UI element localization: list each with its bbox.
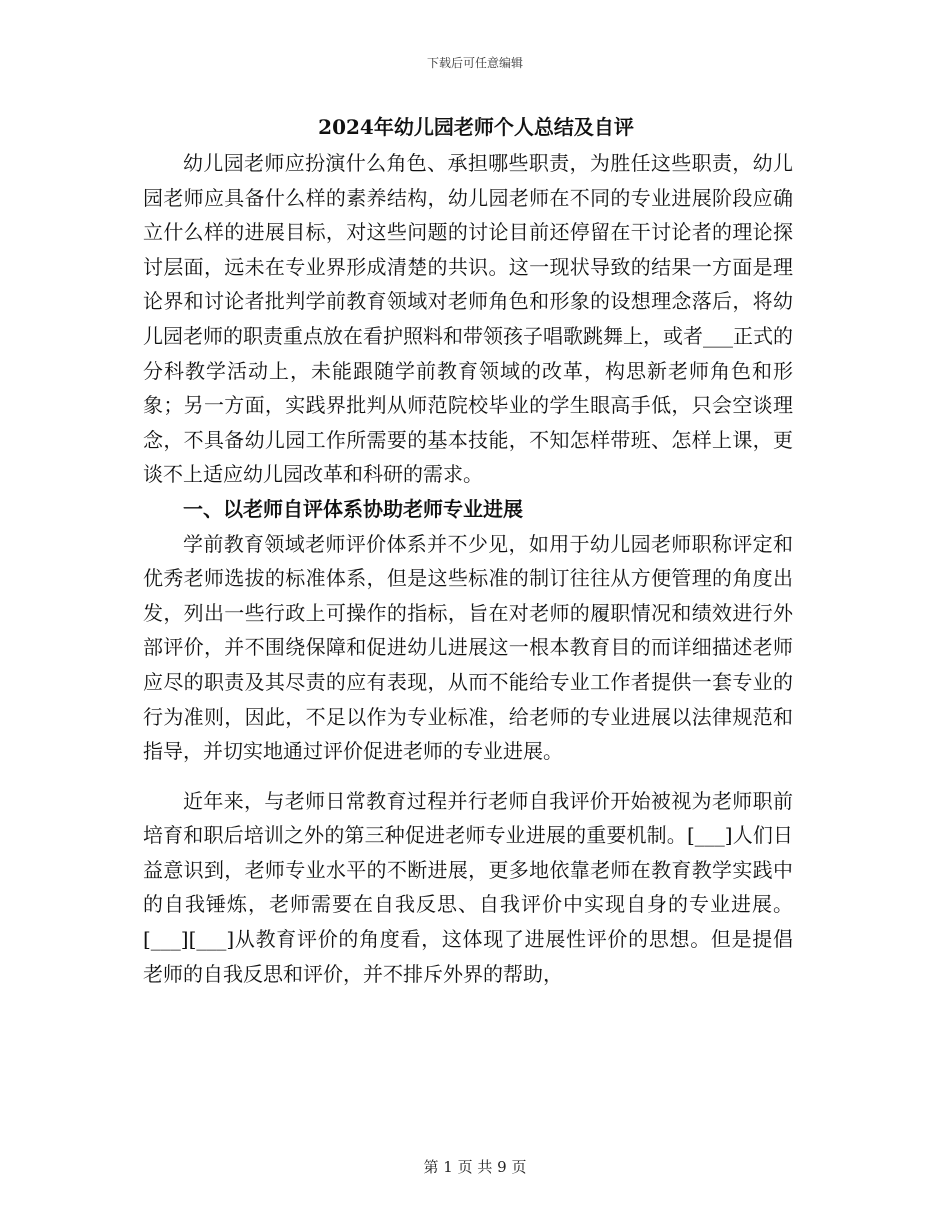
- body-paragraph-3: 近年来，与老师日常教育过程并行老师自我评价开始被视为老师职前培育和职后培训之外的第三种促进老师专业进展的重要机制。[___]人们日益意识到，老师专业水平的不断进展，更多地依靠老师在教育教学实践中的自我锤炼，老师需要在自我反思、自我评价中实现自身的专业进展。[___][___]从教育评价的角度看，这体现了进展性评价的思想。但是提倡老师的自我反思和评价，并不排斥外界的帮助，: [143, 788, 793, 986]
- page-header-note: 下载后可任意编辑: [426, 56, 523, 70]
- section-heading: 一、以老师自评体系协助老师专业进展: [183, 496, 523, 521]
- intro-paragraph: 幼儿园老师应扮演什么角色、承担哪些职责，为胜任这些职责，幼儿园老师应具备什么样的素养结构，幼儿园老师在不同的专业进展阶段应确立什么样的进展目标，对这些问题的讨论目前还停留在干讨论者的理论探讨层面，远未在专业界形成清楚的共识。这一现状导致的结果一方面是理论界和讨论者批判学前教育领域对老师角色和形象的设想理念落后，将幼儿园老师的职责重点放在看护照料和带领孩子唱歌跳舞上，或者___正式的分科教学活动上，未能跟随学前教育领域的改革，构思新老师角色和形象；另一方面，实践界批判从师范院校毕业的学生眼高手低，只会空谈理念，不具备幼儿园工作所需要的基本技能，不知怎样带班、怎样上课，更谈不上适应幼儿园改革和科研的需求。: [143, 151, 793, 487]
- document-body: [143, 108, 793, 991]
- document-title-text: 2024年幼儿园老师个人总结及自评: [318, 115, 634, 139]
- page-number-footer: 第 1 页 共 9 页: [423, 1158, 527, 1176]
- body-paragraph-2: 学前教育领域老师评价体系并不少见，如用于幼儿园老师职称评定和优秀老师选拔的标准体系，但是这些标准的制订往往从方便管理的角度出发，列出一些行政上可操作的指标，旨在对老师的履职情况和绩效进行外部评价，并不围绕保障和促进幼儿进展这一根本教育目的而详细描述老师应尽的职责及其尽责的应有表现，从而不能给专业工作者提供一套专业的行为准则，因此，不足以作为专业标准，给老师的专业进展以法律规范和指导，并切实地通过评价促进老师的专业进展。: [143, 531, 793, 764]
- document-title: [143, 108, 793, 146]
